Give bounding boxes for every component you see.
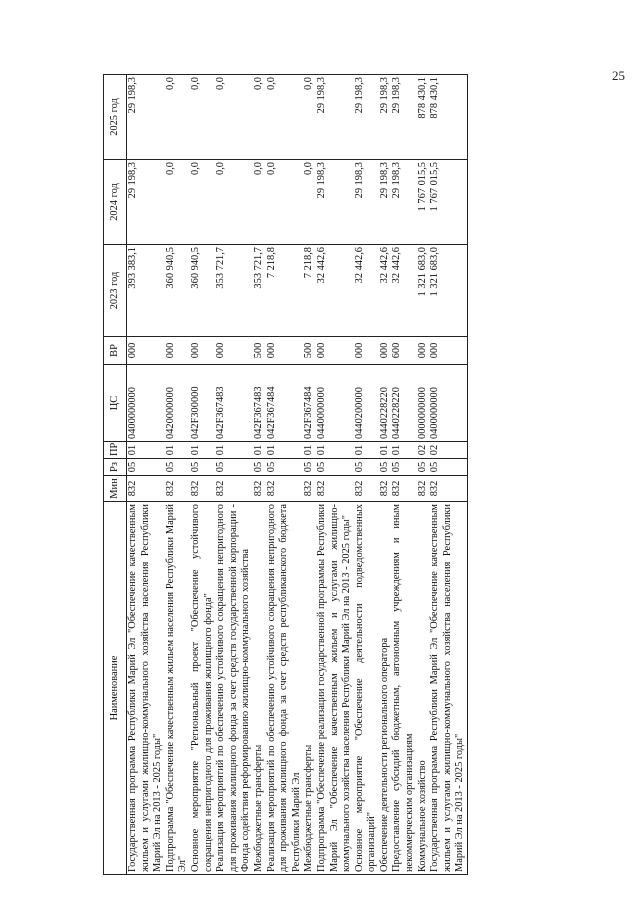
cell-2024: 0,0 [266, 160, 304, 245]
cell-vr: 000 [379, 337, 392, 365]
rotated-page [103, 75, 539, 875]
cell-rz: 05 [354, 459, 379, 476]
cell-2023: 353 721,7 [215, 245, 253, 337]
cell-cs: 042F367484 [266, 365, 304, 442]
cell-cs: 0420000000 [165, 365, 190, 442]
table-row [190, 75, 215, 875]
cell-pr: 01 [165, 442, 190, 459]
cell-vr: 000 [127, 337, 165, 365]
cell-2025: 0,0 [303, 75, 316, 160]
cell-min: 832 [215, 476, 253, 502]
cell-2023: 360 940,5 [165, 245, 190, 337]
cell-2025: 878 430,1 [429, 75, 467, 160]
cell-name: Государственная программа Республики Марий Эл "Обеспечение качественным жильем и услугами жилищно-коммунального хозяйства населения Республики Марий Эл на 2013 - 2025 годы" [127, 502, 165, 875]
cell-name: Предоставление субсидий бюджетным, автономным учреждениям и иным некоммерческим организациям [391, 502, 416, 875]
cell-vr: 000 [190, 337, 215, 365]
cell-cs: 042F367483 [253, 365, 266, 442]
cell-2023: 32 442,6 [391, 245, 416, 337]
header-2024: 2024 год [104, 160, 127, 245]
table-row [354, 75, 379, 875]
cell-rz: 05 [429, 459, 467, 476]
cell-cs: 0400000000 [429, 365, 467, 442]
table-row [316, 75, 354, 875]
cell-2025: 0,0 [215, 75, 253, 160]
cell-2023: 32 442,6 [316, 245, 354, 337]
cell-min: 832 [354, 476, 379, 502]
cell-name: Основное мероприятие "Обеспечение деятельности подведомственных организаций" [354, 502, 379, 875]
header-cs: ЦС [104, 365, 127, 442]
table-row [266, 75, 304, 875]
cell-pr: 01 [379, 442, 392, 459]
cell-min: 832 [253, 476, 266, 502]
cell-min: 832 [266, 476, 304, 502]
table-row [391, 75, 416, 875]
cell-2025: 29 198,3 [391, 75, 416, 160]
header-2023: 2023 год [104, 245, 127, 337]
table-row [379, 75, 392, 875]
cell-name: Межбюджетные трансферты [303, 502, 316, 875]
cell-rz: 05 [417, 459, 430, 476]
cell-2023: 353 721,7 [253, 245, 266, 337]
cell-min: 832 [165, 476, 190, 502]
cell-2023: 1 321 683,0 [429, 245, 467, 337]
cell-2025: 0,0 [253, 75, 266, 160]
cell-2025: 0,0 [165, 75, 190, 160]
table-row [165, 75, 190, 875]
cell-rz: 05 [379, 459, 392, 476]
cell-2023: 7 218,8 [266, 245, 304, 337]
cell-vr: 000 [417, 337, 430, 365]
table-row [127, 75, 165, 875]
cell-vr: 500 [253, 337, 266, 365]
cell-name: Обеспечение деятельности регионального оператора [379, 502, 392, 875]
cell-name: Коммунальное хозяйство [417, 502, 430, 875]
cell-pr: 01 [354, 442, 379, 459]
cell-2023: 393 383,1 [127, 245, 165, 337]
cell-vr: 000 [215, 337, 253, 365]
cell-pr: 01 [316, 442, 354, 459]
cell-vr: 600 [391, 337, 416, 365]
cell-cs: 0440000000 [316, 365, 354, 442]
cell-2024: 29 198,3 [391, 160, 416, 245]
header-name: Наименование [104, 502, 127, 875]
header-min: Мин [104, 476, 127, 502]
cell-rz: 05 [127, 459, 165, 476]
cell-2023: 7 218,8 [303, 245, 316, 337]
cell-cs: 042F367484 [303, 365, 316, 442]
budget-table [103, 74, 468, 875]
table-row [215, 75, 253, 875]
cell-min: 832 [127, 476, 165, 502]
cell-min: 832 [190, 476, 215, 502]
cell-rz: 05 [266, 459, 304, 476]
cell-pr: 01 [266, 442, 304, 459]
header-2025: 2025 год [104, 75, 127, 160]
cell-2024: 0,0 [190, 160, 215, 245]
cell-2024: 0,0 [253, 160, 266, 245]
cell-name: Реализация мероприятий по обеспечению устойчивого сокращения непригодного для проживания жилищного фонда за счет средств республиканского бюджета Республики Марий Эл [266, 502, 304, 875]
cell-min: 832 [303, 476, 316, 502]
cell-2023: 32 442,6 [354, 245, 379, 337]
cell-rz: 05 [303, 459, 316, 476]
cell-cs: 0000000000 [417, 365, 430, 442]
cell-min: 832 [316, 476, 354, 502]
cell-2024: 29 198,3 [379, 160, 392, 245]
cell-vr: 000 [165, 337, 190, 365]
cell-2025: 29 198,3 [354, 75, 379, 160]
cell-2025: 29 198,3 [127, 75, 165, 160]
table-row [253, 75, 266, 875]
cell-vr: 000 [266, 337, 304, 365]
cell-rz: 05 [391, 459, 416, 476]
header-rz: Рз [104, 459, 127, 476]
cell-rz: 05 [190, 459, 215, 476]
cell-2025: 0,0 [266, 75, 304, 160]
cell-min: 832 [379, 476, 392, 502]
cell-min: 832 [391, 476, 416, 502]
cell-name: Реализация мероприятий по обеспечению устойчивого сокращения непригодного для проживания жилищного фонда за счет средств государственной корпорации - Фонда содействия реформированию жилищно-коммунального хозяйства [215, 502, 253, 875]
cell-cs: 0440228220 [379, 365, 392, 442]
page-number: 25 [612, 68, 625, 83]
header-pr: ПР [104, 442, 127, 459]
cell-2025: 0,0 [190, 75, 215, 160]
cell-cs: 042F300000 [190, 365, 215, 442]
cell-2024: 29 198,3 [354, 160, 379, 245]
cell-2025: 29 198,3 [379, 75, 392, 160]
cell-min: 832 [417, 476, 430, 502]
cell-2025: 29 198,3 [316, 75, 354, 160]
cell-cs: 0440228220 [391, 365, 416, 442]
cell-vr: 000 [316, 337, 354, 365]
cell-pr: 02 [429, 442, 467, 459]
cell-2023: 360 940,5 [190, 245, 215, 337]
header-vr: ВР [104, 337, 127, 365]
cell-2024: 29 198,3 [316, 160, 354, 245]
cell-vr: 000 [354, 337, 379, 365]
cell-2023: 1 321 683,0 [417, 245, 430, 337]
cell-name: Подпрограмма "Обеспечение реализации государственной программы Республики Марий Эл "Обеспечение качественным жильем и услугами жилищно-коммунального хозяйства населения Республики Марий Эл на 2013 - 2025 годы" [316, 502, 354, 875]
cell-2024: 1 767 015,5 [429, 160, 467, 245]
cell-cs: 0400000000 [127, 365, 165, 442]
cell-2023: 32 442,6 [379, 245, 392, 337]
cell-vr: 500 [303, 337, 316, 365]
cell-rz: 05 [253, 459, 266, 476]
cell-cs: 042F367483 [215, 365, 253, 442]
table-row [303, 75, 316, 875]
cell-name: Подпрограмма "Обеспечение качественным жильем населения Республики Марий Эл" [165, 502, 190, 875]
cell-pr: 01 [253, 442, 266, 459]
cell-cs: 0440200000 [354, 365, 379, 442]
cell-2024: 0,0 [303, 160, 316, 245]
table-row [429, 75, 467, 875]
cell-2024: 0,0 [215, 160, 253, 245]
header-row [104, 75, 127, 875]
cell-name: Государственная программа Республики Марий Эл "Обеспечение качественным жильем и услугами жилищно-коммунального хозяйства населения Республики Марий Эл на 2013 - 2025 годы" [429, 502, 467, 875]
cell-pr: 01 [215, 442, 253, 459]
cell-pr: 01 [190, 442, 215, 459]
cell-pr: 01 [127, 442, 165, 459]
table-body [127, 75, 468, 875]
cell-vr: 000 [429, 337, 467, 365]
cell-rz: 05 [215, 459, 253, 476]
cell-2025: 878 430,1 [417, 75, 430, 160]
cell-name: Межбюджетные трансферты [253, 502, 266, 875]
cell-name: Основное мероприятие "Региональный проект "Обеспечение устойчивого сокращения непригодного для проживания жилищного фонда" [190, 502, 215, 875]
cell-pr: 01 [391, 442, 416, 459]
cell-rz: 05 [165, 459, 190, 476]
table-row [417, 75, 430, 875]
cell-2024: 29 198,3 [127, 160, 165, 245]
cell-pr: 02 [417, 442, 430, 459]
cell-2024: 1 767 015,5 [417, 160, 430, 245]
cell-rz: 05 [316, 459, 354, 476]
cell-min: 832 [429, 476, 467, 502]
cell-pr: 01 [303, 442, 316, 459]
cell-2024: 0,0 [165, 160, 190, 245]
